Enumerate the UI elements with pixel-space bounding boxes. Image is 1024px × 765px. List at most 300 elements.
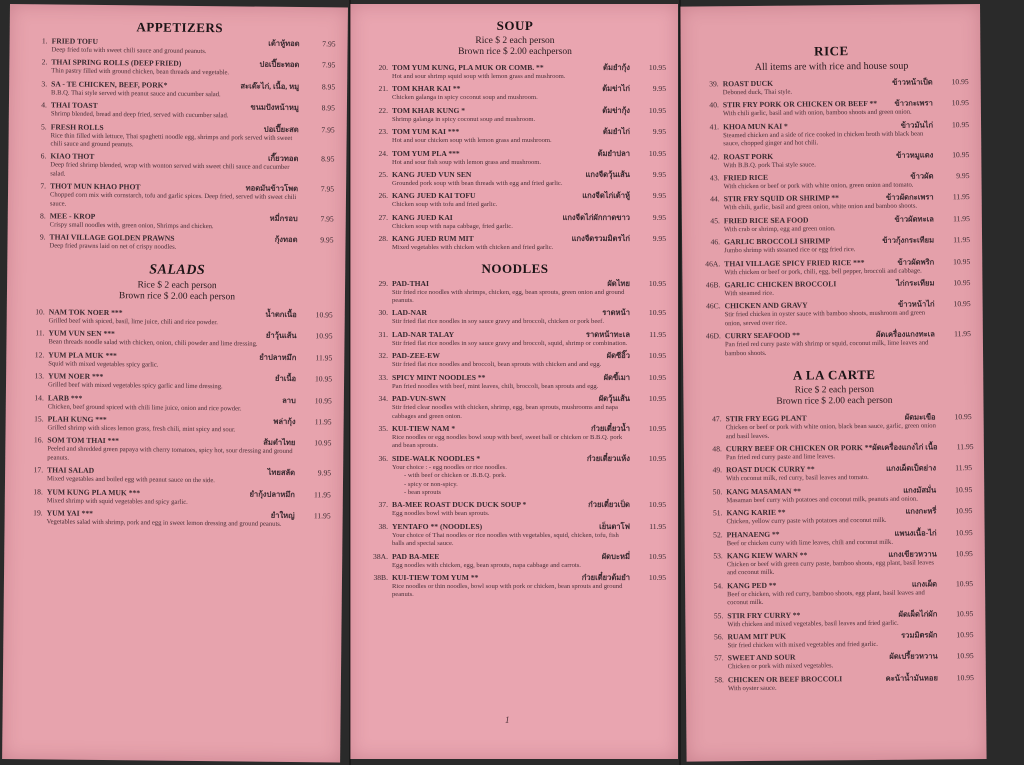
menu-item-description: Stir fried chicken in oyster sauce with bamboo shoots, mushroom and green onion, served over rice. <box>724 309 926 328</box>
menu-item <box>364 234 666 252</box>
menu-item-price: 10.95 <box>648 453 666 463</box>
menu-item-thai-name: แกงเขียวหวาน <box>888 549 937 559</box>
menu-item-description: Stir fried chicken with mixed vegetables and fried garlic. <box>727 640 878 650</box>
menu-item-thai-name: ข้าวผัดกะเพรา <box>885 192 934 203</box>
menu-item-thai-name: ราดหน้าทะเล <box>585 329 630 339</box>
menu-item-thai-name: ข้าวกะเพรา <box>894 98 933 109</box>
menu-item-thai-name: ไทยสลัด <box>267 467 296 478</box>
menu-item-price: 10.95 <box>953 256 971 266</box>
menu-item-description: Egg noodles bowl with bean sprouts. <box>392 510 490 518</box>
menu-item-thai-name: ข้าวหมูแดง <box>896 150 934 160</box>
menu-item-number: 23. <box>378 127 388 137</box>
menu-item-price: 10.95 <box>956 608 974 618</box>
menu-item-price: 9.95 <box>320 235 334 245</box>
menu-item-thai-name: ผัดบะหมี่ <box>601 551 630 561</box>
menu-item-thai-name: ต้มยำไก่ <box>602 127 630 137</box>
menu-panel-middle <box>350 4 678 759</box>
menu-item-row <box>364 234 666 244</box>
menu-item-description: Mixed shrimp with squid vegetables and spicy garlic. <box>46 496 188 506</box>
menu-item-number: 20. <box>378 63 388 72</box>
menu-item-price: 10.95 <box>648 63 666 72</box>
menu-item-thai-name: ผัดเผ็ดไก่ผัก <box>898 608 938 619</box>
menu-item-number: 52. <box>713 529 723 539</box>
menu-item-price: 7.95 <box>320 184 335 194</box>
menu-item-name: TOM YUM KUNG, PLA MUK OR COMB. ** <box>392 63 544 72</box>
menu-item-row <box>364 373 666 383</box>
menu-item <box>364 170 666 188</box>
menu-item-price: 10.95 <box>955 527 973 537</box>
menu-item-number: 7. <box>40 181 47 191</box>
menu-item-price: 10.95 <box>648 308 666 318</box>
menu-item-name: CURRY BEEF OR CHICKEN OR PORK ** <box>725 442 873 454</box>
menu-item-name: KANG MASAMAN ** <box>726 486 801 496</box>
menu-item-description: Bean threads noodle salad with chicken, onion, chili powder and lime dressing. <box>48 338 258 348</box>
menu-item <box>698 485 972 506</box>
fold-line-right <box>679 0 681 765</box>
menu-item-description: Deboned duck, Thai style. <box>722 88 793 97</box>
menu-item-number: 44. <box>710 194 720 204</box>
menu-item-price: 9.95 <box>652 191 666 201</box>
menu-item-thai-name: ข้าวผัด <box>910 171 934 181</box>
menu-item-row <box>364 500 666 510</box>
menu-item-price: 10.95 <box>956 651 974 661</box>
menu-item <box>696 214 970 235</box>
menu-item-number: 45. <box>710 216 720 226</box>
menu-item-thai-name: ทอดมันข้าวโพด <box>245 183 299 194</box>
menu-item-number: 33. <box>378 372 388 382</box>
menu-item-thai-name: คะน้าน้ำมันหอย <box>885 673 938 683</box>
alacarte-title: A LA CARTE <box>792 367 876 383</box>
menu-item-number: 49. <box>712 465 723 475</box>
menu-item-description: Deep fried shrimp blended, wrap with wonton served with sweet chili sauce and cucumber salad. <box>50 161 290 178</box>
menu-item-description: Pan fried red curry paste and lime leaves. <box>725 453 836 462</box>
menu-item-thai-name: ก๋วยเตี๋ยวต้มยำ <box>581 572 630 582</box>
menu-item-price: 11.95 <box>313 511 331 521</box>
menu-item-thai-name: แกงจืดไก่เต้าหู้ <box>582 191 630 201</box>
menu-item-name: ROAST DUCK <box>722 78 774 89</box>
menu-item-number: 58. <box>714 675 724 685</box>
menu-item-price: 10.95 <box>314 438 332 448</box>
menu-item <box>364 454 666 498</box>
menu-item-name: SA - TE CHICKEN, BEEF, PORK* <box>51 79 168 90</box>
menu-item-price: 9.95 <box>652 84 666 94</box>
noodles-list <box>364 279 666 600</box>
menu-item <box>695 99 969 120</box>
menu-item-row <box>364 454 666 464</box>
menu-item-number: 57. <box>714 653 724 663</box>
menu-item-name: KANG KIEW WARN ** <box>726 550 808 561</box>
menu-item-price: 7.95 <box>322 60 336 70</box>
menu-item <box>22 122 334 152</box>
menu-item-description: Pan fried noodles with beef, mint leaves, chili, broccoli, bean sprouts and egg. <box>392 382 599 390</box>
menu-item-description: Stir fried clear noodles with chicken, shrimp, egg, bean sprouts, mushrooms and napa cabbages and green onion. <box>392 404 618 420</box>
menu-item <box>698 442 972 463</box>
menu-item-name: ROAST PORK <box>723 151 774 161</box>
menu-item-thai-name: ผัดเครื่องแกงไก่ เนื้อ <box>872 442 938 452</box>
menu-item <box>698 412 972 441</box>
menu-item-name: SPICY MINT NOODLES ** <box>392 372 486 382</box>
menu-item-number: 16. <box>33 435 44 445</box>
noodles-title: NOODLES <box>481 260 549 276</box>
menu-item-description: Rice noodles or thin noodles, bowl soup with pork or chicken, bean sprouts and ground peanuts. <box>392 582 623 599</box>
alacarte-brown-rice-note: Brown rice $ 2.00 each person <box>776 395 893 407</box>
menu-item-name: FRIED RICE SEA FOOD <box>723 215 809 226</box>
menu-item-number: 53. <box>713 551 723 561</box>
menu-item <box>695 120 969 149</box>
menu-item-description: Hot and sour shrimp squid soup with lemon grass and mushroom. <box>392 73 566 80</box>
menu-item-thai-name: ยำใหญ่ <box>270 510 295 520</box>
menu-item-name: GARLIC BROCCOLI SHRIMP <box>724 236 831 247</box>
menu-item-name: PLAH KUNG *** <box>47 414 107 424</box>
menu-item-number: 5. <box>40 121 47 132</box>
menu-item-description: Chopped corn mix with cornstarch, tofu and garlic spices. Deep fried, served with sweet chili sauce. <box>49 191 297 208</box>
menu-item-thai-name: เต้าหู้ทอด <box>268 38 300 49</box>
menu-item <box>699 609 973 630</box>
menu-item-price: 11.95 <box>953 213 970 224</box>
menu-item-description: Deep fried prawns laid on net of crispy noodles. <box>49 242 177 252</box>
menu-item-name: YUM YAI *** <box>46 508 93 518</box>
menu-item-price: 10.95 <box>648 423 666 433</box>
menu-item-description: Shrimp galanga in spicy coconut soup and mushroom. <box>392 115 536 123</box>
menu-item <box>364 330 666 348</box>
menu-item-row <box>364 149 666 159</box>
menu-item-thai-name: แกงมัสมั่น <box>903 485 937 495</box>
appetizers-list <box>21 36 335 254</box>
menu-item-row <box>364 63 666 73</box>
menu-item-thai-name: แกงกะหรี่ <box>905 506 937 516</box>
menu-item <box>364 522 666 549</box>
menu-item <box>364 84 666 102</box>
menu-item <box>19 465 331 487</box>
menu-item-number: 32. <box>378 351 388 361</box>
menu-item-number: 29. <box>378 278 388 288</box>
menu-item-description: Chicken or beef with green curry paste, bamboo shoots, egg plant, basil leaves and coconut milk. <box>726 559 935 577</box>
menu-item-number: 19. <box>33 508 43 518</box>
menu-item-description: Stir fried flat rice noodles and broccoli, bean sprouts with chicken and and egg. <box>392 361 602 369</box>
menu-item <box>364 308 666 326</box>
menu-item-row <box>364 394 666 404</box>
menu-item-price: 10.95 <box>648 148 666 158</box>
menu-item <box>364 424 666 451</box>
menu-item-name: TOM YUM KAI *** <box>392 127 460 137</box>
menu-item-row <box>364 351 666 361</box>
menu-item-description: With chicken or beef or pork with white onion, green onion and tomato. <box>723 181 914 191</box>
menu-item <box>364 106 666 124</box>
menu-item-price: 11.95 <box>649 521 666 531</box>
menu-item <box>20 371 332 393</box>
soup-rice-note: Rice $ 2 each person <box>475 36 555 46</box>
menu-item-number: 46. <box>710 237 721 247</box>
menu-item-name: KANG PED ** <box>727 580 777 590</box>
menu-item-name: LAD-NAR TALAY <box>392 329 455 339</box>
menu-item-price: 10.95 <box>314 374 333 384</box>
menu-item-thai-name: น้ำตกเนื้อ <box>265 309 297 319</box>
menu-item-thai-name: ปอเปี๊ยะทอด <box>259 60 300 70</box>
menu-item-number: 46A. <box>705 258 721 269</box>
menu-item-name: PAD-THAI <box>392 278 429 288</box>
menu-item-name: BA-MEE ROAST DUCK DUCK SOUP * <box>392 500 527 510</box>
menu-item-number: 46C. <box>706 301 721 311</box>
menu-item-description: Crispy small noodles with, green onion, Shrimps and chicken. <box>49 221 214 231</box>
menu-item-price: 9.95 <box>317 468 332 478</box>
menu-item-number: 30. <box>378 308 388 318</box>
menu-item-thai-name: ผัดวุ้นเส้น <box>598 394 630 404</box>
menu-item-thai-name: ยำกุ้งปลาหมึก <box>249 489 295 499</box>
alacarte-list <box>698 412 974 693</box>
menu-item-number: 46D. <box>705 331 721 341</box>
menu-item-name: CHICKEN AND GRAVY <box>724 300 808 311</box>
menu-item-number: 9. <box>39 232 46 242</box>
salads-title: SALADS <box>149 262 206 278</box>
menu-item-price: 11.95 <box>315 352 333 363</box>
menu-item-name: PAD BA-MEE <box>392 551 440 561</box>
menu-item-name: THAI VILLAGE SPICY FRIED RICE *** <box>724 257 865 268</box>
menu-item-number: 12. <box>34 349 45 360</box>
menu-item <box>19 487 331 509</box>
menu-item-price: 9.95 <box>652 234 666 244</box>
menu-item <box>22 211 334 233</box>
menu-item-name: ROAST DUCK CURRY ** <box>726 464 815 475</box>
menu-item-name: FRIED TOFU <box>51 36 99 46</box>
menu-item-name: THAI VILLAGE GOLDEN PRAWNS <box>49 232 175 244</box>
menu-item-price: 9.95 <box>956 171 970 181</box>
menu-item-name: KUI-TIEW NAM * <box>392 423 456 433</box>
menu-item-description: Mixed vegetables and boiled egg with peanut sauce on the side. <box>46 475 215 485</box>
menu-item-name: FRESH ROLLS <box>50 122 104 132</box>
menu-item <box>22 181 334 211</box>
menu-item-price: 11.95 <box>314 417 332 427</box>
menu-item-option: - bean sprouts <box>404 488 441 496</box>
menu-item <box>698 463 972 484</box>
menu-item <box>697 329 971 358</box>
menu-item <box>22 152 334 182</box>
menu-item-description: Shrimp blended, bread and deep fried, served with cucumber salad. <box>50 110 229 120</box>
menu-item-row <box>364 573 666 583</box>
menu-item-number: 21. <box>378 84 388 94</box>
menu-item-thai-name: ปอเปี๊ยะสด <box>263 124 299 134</box>
menu-item <box>700 673 974 694</box>
menu-item <box>699 528 973 549</box>
menu-item-thai-name: ผัดมะเขือ <box>904 412 936 422</box>
menu-item <box>364 149 666 167</box>
menu-item-name: KANG JUED RUM MIT <box>392 234 474 244</box>
menu-item-option: - with beef or chicken or .B.B.Q. pork. <box>404 472 507 480</box>
menu-item-number: 47. <box>712 414 722 424</box>
menu-item-thai-name: ข้าวผัดพริก <box>897 257 935 267</box>
menu-item-name: CHICKEN OR BEEF BROCCOLI <box>727 674 843 685</box>
menu-item-row <box>364 279 666 289</box>
menu-item-name: LARB *** <box>47 392 83 403</box>
menu-item-description: Stir fried flat rice noodles in soy sauce gravy and broccoli, squid, shrimp or combination. <box>392 339 628 347</box>
menu-item-price: 11.95 <box>952 192 970 202</box>
menu-item-price: 10.95 <box>951 98 969 108</box>
menu-item-name: THAI SALAD <box>47 465 95 476</box>
menu-item-description: With steamed rice. <box>724 289 774 298</box>
menu-item-name: GARLIC CHICKEN BROCCOLI <box>724 279 837 290</box>
menu-item-number: 15. <box>34 414 44 424</box>
menu-item-number: 38A. <box>373 551 388 561</box>
menu-item-number: 8. <box>40 211 46 221</box>
menu-item-price: 10.95 <box>648 372 666 382</box>
menu-item-number: 40. <box>709 100 719 110</box>
menu-item-thai-name: ยำปลาหมึก <box>259 352 297 362</box>
menu-item-description: Chicken soup with tofu and fried garlic. <box>392 201 498 209</box>
menu-item <box>21 233 333 255</box>
menu-item <box>364 373 666 391</box>
menu-item-thai-name: ต้มยำกุ้ง <box>603 63 630 72</box>
menu-item-number: 54. <box>713 581 724 591</box>
rice-list <box>695 77 971 358</box>
menu-item <box>23 58 335 80</box>
menu-item <box>364 127 666 145</box>
menu-item-description: Squid with mixed vegetables spicy garlic. <box>48 360 159 369</box>
menu-item-number: 17. <box>33 465 44 475</box>
menu-item <box>20 328 332 350</box>
menu-item-thai-name: ก๋วยเตี๋ยวน้ำ <box>590 423 630 433</box>
menu-item-description: Masaman beef curry with potatoes and coconut milk, peanuts and onion. <box>726 495 918 504</box>
menu-item-number: 31. <box>378 329 388 339</box>
menu-item-description: With crab or shrimp, egg and green onion. <box>723 225 836 234</box>
menu-item-thai-name: ต้มข่ากุ้ง <box>602 105 630 115</box>
menu-item-thai-name: ผัดขี้เมา <box>603 372 630 382</box>
menu-item-price: 11.95 <box>314 489 331 499</box>
page-mark: 1 <box>505 715 510 725</box>
menu-item-description: Vegetables salad with shrimp, pork and egg in sweet lemon dressing and ground peanuts. <box>46 518 282 528</box>
menu-item-price: 10.95 <box>953 278 971 288</box>
menu-item <box>364 279 666 306</box>
menu-item-number: 37. <box>378 500 388 510</box>
menu-item-name: CURRY SEAFOOD ** <box>724 330 800 341</box>
menu-item-thai-name: ข้าวมันไก่ <box>900 120 934 130</box>
menu-item-name: YUM KUNG PLA MUK *** <box>46 486 141 497</box>
menu-item-description: Hot and sour chicken soup with lemon grass and mushroom. <box>392 137 552 145</box>
menu-item-thai-name: แกงเผ็ดเป็ดย่าง <box>886 463 937 474</box>
menu-item-description: Thin pastry filled with ground chicken, bean threads and vegetable. <box>51 67 230 77</box>
menu-item-number: 18. <box>33 486 43 496</box>
menu-item-number: 36. <box>378 453 388 463</box>
menu-item-thai-name: แกงเผ็ด <box>911 579 938 589</box>
menu-item-name: YENTAFO ** (NOODLES) <box>392 521 483 531</box>
menu-item-number: 38. <box>378 521 388 531</box>
menu-item-number: 10. <box>35 307 45 317</box>
menu-item-description: Your choice of Thai noodles or rice noodles with vegetables, squid, chicken, tofu, fish balls and special sauce. <box>392 531 619 548</box>
menu-item-number: 3. <box>41 79 48 89</box>
menu-item <box>699 579 973 608</box>
menu-item-description: Chicken soup with napa cabbage, fried garlic. <box>392 222 513 230</box>
menu-item-price: 10.95 <box>315 310 333 320</box>
menu-item-description: Pan fried red curry paste with shrimp or squid, coconut milk, lime leaves and bamboo shoots. <box>724 339 929 357</box>
menu-item-name: THAI TOAST <box>50 100 98 111</box>
menu-item-description: Chicken, yellow curry paste with potatoes and coconut milk. <box>726 516 887 526</box>
menu-item-price: 10.95 <box>956 672 974 683</box>
appetizers-title: APPETIZERS <box>136 19 224 36</box>
menu-item-description: Steamed chicken and a side of rice cooked in chicken broth with black bean sauce, chopped ginger and hot chili. <box>723 130 924 148</box>
menu-item-number: 1. <box>41 36 48 46</box>
menu-item <box>695 77 969 98</box>
menu-item-thai-name: ข้าวหน้าเป็ด <box>892 77 933 87</box>
menu-item-number: 6. <box>40 151 47 161</box>
rice-note: All items are with rice and house soup <box>754 60 909 73</box>
menu-item-name: STIR FRY EGG PLANT <box>725 413 807 424</box>
menu-item-number: 39. <box>709 79 719 89</box>
menu-item-price: 8.95 <box>321 82 336 92</box>
menu-item-thai-name: ลาบ <box>282 395 296 405</box>
menu-item-thai-name: ราดหน้า <box>602 308 630 318</box>
menu-item-price: 11.95 <box>955 463 973 473</box>
menu-item-name: PAD-VUN-SWN <box>392 394 446 404</box>
menu-item-price: 10.95 <box>648 572 666 582</box>
menu-item-number: 11. <box>35 328 45 338</box>
menu-item-option: - spicy or non-spicy. <box>404 480 458 488</box>
menu-item-thai-name: ต้มยำปลา <box>597 148 630 158</box>
menu-item-row <box>364 308 666 318</box>
menu-item-description: Chicken or pork with mixed vegetables. <box>727 662 834 671</box>
menu-item-price: 10.95 <box>955 506 973 516</box>
menu-item-row <box>364 213 666 223</box>
menu-item-name: NAM TOK NOER *** <box>48 307 123 318</box>
menu-item-description: Beef or chicken curry with lime leaves, chili and coconut milk. <box>726 538 893 547</box>
menu-item-name: TOM KHAR KUNG * <box>392 105 466 115</box>
menu-item <box>695 150 969 171</box>
menu-item-row <box>364 170 666 180</box>
menu-item-name: RUAM MIT PUK <box>727 631 787 642</box>
menu-item-price: 10.95 <box>648 351 666 361</box>
menu-item-row <box>364 522 666 532</box>
menu-item-price: 7.95 <box>321 124 335 135</box>
menu-item-description: Egg noodles with chicken, egg, bean sprouts, napa cabbage and carrots. <box>392 561 581 569</box>
menu-item-description: With B.B.Q. pork Thai style sauce. <box>723 161 816 169</box>
menu-item-thai-name: แกงจืดรวมมิตรไก่ <box>571 234 630 244</box>
menu-panel-left <box>2 4 348 762</box>
menu-item-name: SOM TOM THAI *** <box>47 435 120 446</box>
menu-item-thai-name: ข้าวกุ้งกระเทียม <box>882 235 935 246</box>
menu-item <box>23 79 335 101</box>
menu-item-name: THAI SPRING ROLLS (DEEP FRIED) <box>51 57 182 69</box>
menu-item-price: 10.95 <box>955 578 974 588</box>
menu-item-thai-name: กุ้งทอด <box>274 235 298 245</box>
menu-item-number: 22. <box>378 105 388 115</box>
menu-item-name: THOT MUN KHAO PHOT <box>50 181 141 192</box>
menu-item-description: Hot and sour fish soup with lemon grass and mushroom. <box>392 158 542 166</box>
menu-item-thai-name: แกงจืดไก่ผักกาดขาว <box>562 212 630 222</box>
rice-title: RICE <box>814 43 849 59</box>
menu-item-description: Rice thin filled with lettuce, Thai spaghetti noodle egg, shrimps and pork served with sweet chili sauce and ground peanuts. <box>50 132 293 149</box>
menu-item-thai-name: ต้มข่าไก่ <box>602 84 630 94</box>
menu-item-price: 8.95 <box>321 103 335 113</box>
menu-item-price: 8.95 <box>321 154 335 164</box>
menu-item-description: Rice noodles or egg noodles bowl soup with beef, sweet ball or chicken or B.B.Q. pork and bean sprouts. <box>392 433 623 450</box>
menu-item-price: 10.95 <box>955 549 973 559</box>
menu-item <box>696 235 970 256</box>
menu-item-number: 14. <box>34 392 44 402</box>
menu-item <box>695 171 969 192</box>
menu-item-name: TOM YUM PLA *** <box>392 148 460 158</box>
menu-item-number: 41. <box>709 122 720 132</box>
menu-item-description: With chicken and mixed vegetables, basil leaves and fried garlic. <box>727 619 899 628</box>
menu-item <box>19 508 331 530</box>
menu-item-description: With chili garlic, basil and with onion, bamboo shoots and green onion. <box>722 109 912 118</box>
menu-item-row <box>364 106 666 116</box>
menu-item-number: 34. <box>378 394 388 404</box>
menu-item-price: 11.95 <box>954 329 971 339</box>
menu-item-number: 50. <box>712 486 723 497</box>
menu-item <box>364 351 666 369</box>
menu-item-description: Grilled beef with mixed vegetables spicy garlic and lime dressing. <box>47 381 223 391</box>
menu-item-thai-name: เกี๊ยวทอด <box>267 154 299 164</box>
menu-item-thai-name: ไก่กระเทียม <box>896 278 935 288</box>
menu-item-number: 38B. <box>373 572 388 582</box>
menu-item-description: Your choice : - egg noodles or rice noodles. <box>392 463 507 471</box>
